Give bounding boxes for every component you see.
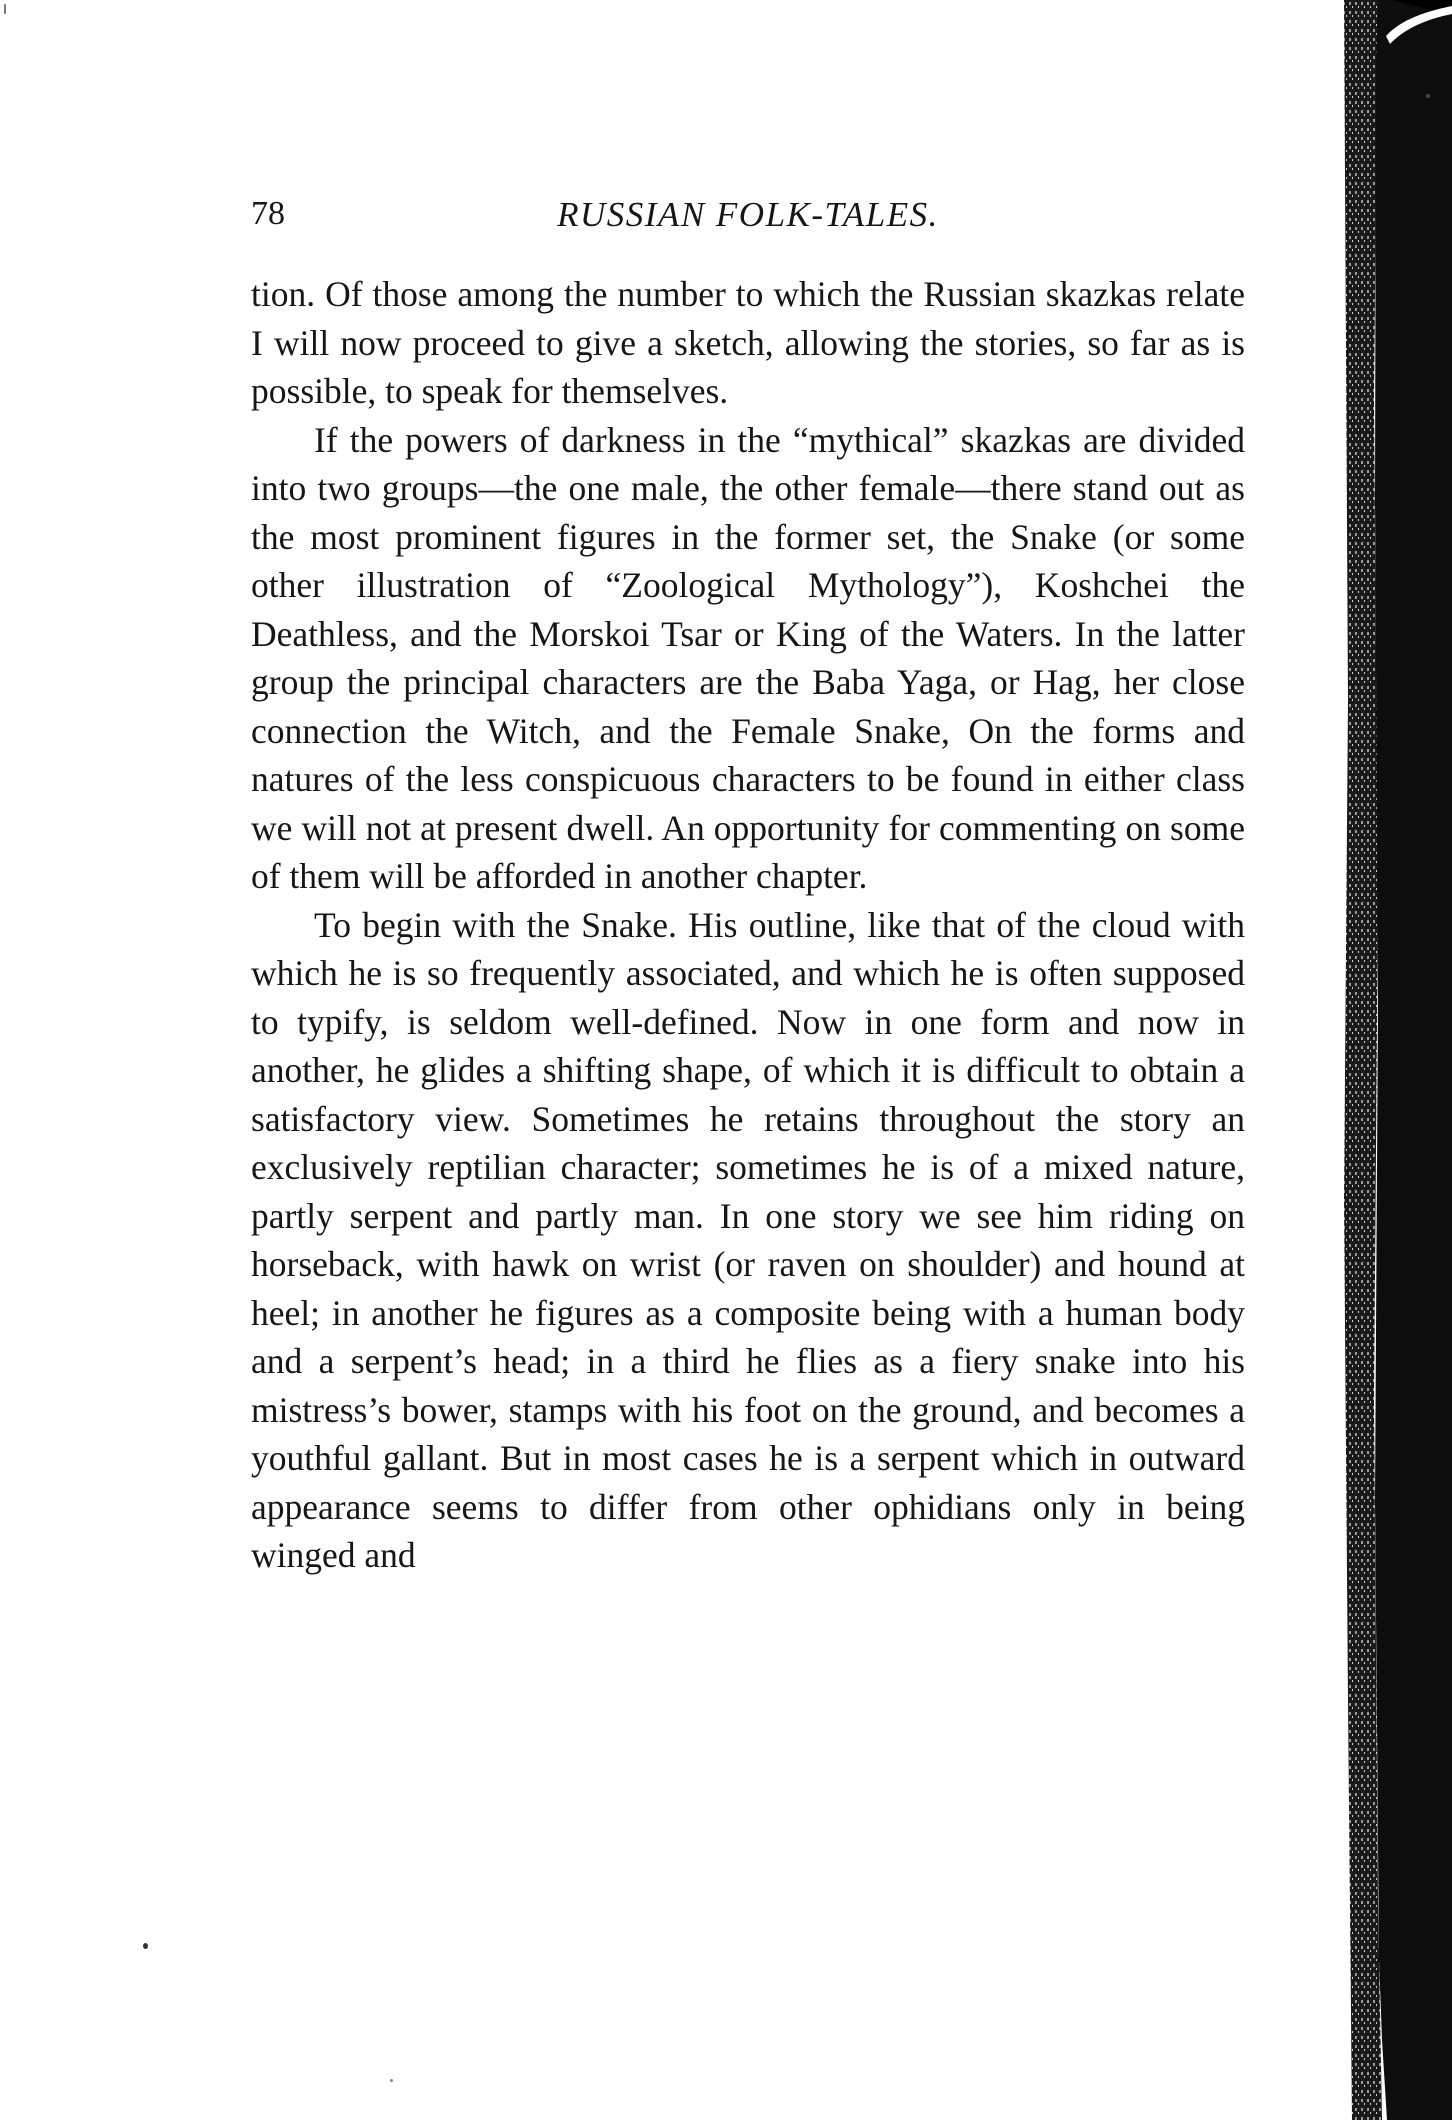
speck-mark [390,2079,393,2082]
body-text [251,270,1245,1580]
page-number: 78 [251,195,285,232]
paragraph-1: tion. Of those among the number to which the Russian skazkas relate I will now proceed to give a sketch, allowing the stories, so far as is possible, to speak for themselves. [251,274,1245,411]
running-title: RUSSIAN FOLK-TALES. [557,195,939,234]
speck-mark [143,1943,148,1949]
page-header [251,195,1245,243]
paragraph-3: To begin with the Snake. His outline, like that of the cloud with which he is so frequently associated, and which he is often supposed to typify, is seldom well-defined. Now in one form and now in another, he glides a shifting shape, of which it is difficult to obtain a satisfactory view. Sometimes he retains throughout the story an exclusively reptilian character; sometimes he is of a mixed nature, partly serpent and partly man. In one story we see him riding on horseback, with hawk on wrist (or raven on shoulder) and hound at heel; in another he figures as a composite being with a human body and a serpent’s head; in a third he flies as a fiery snake into his mistress’s bower, stamps with his foot on the ground, and becomes a youthful gallant. But in most cases he is a serpent which in outward appearance seems to differ from other ophidians only in being winged and [251,904,1245,1575]
book-binding-edge [1282,0,1452,2120]
speck-mark [4,4,6,14]
speck-mark [1426,94,1430,98]
paragraph-2: If the powers of darkness in the “mythical” skazkas are divided into two groups—the one male, the other female—there stand out as the most prominent figures in the former set, the Snake (or some other illustration of “Zoological Mythology”), Koshchei the Deathless, and the Morskoi Tsar or King of the Waters. In the latter group the principal characters are the Baba Yaga, or Hag, her close connection the Witch, and the Female Snake, On the forms and natures of the less conspicuous characters to be found in either class we will not at present dwell. An opportunity for commenting on some of them will be afforded in another chapter. [251,419,1245,896]
